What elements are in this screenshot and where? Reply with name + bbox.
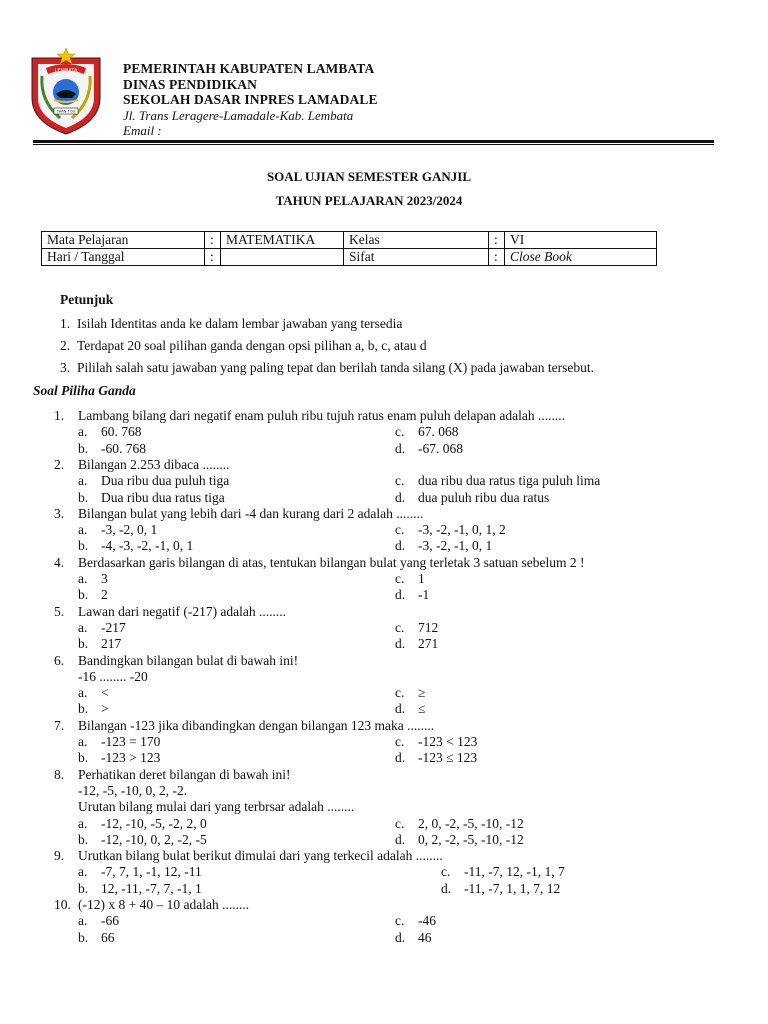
option-d: d. -1 [395, 587, 430, 603]
class-value: VI [505, 232, 657, 249]
question-stem: 9. Urutkan bilang bulat berikut dimulai dari yang terkecil adalah ........ [54, 848, 443, 864]
list-item: 2. Terdapat 20 soal pilihan ganda dengan opsi pilihan a, b, c, atau d [60, 338, 427, 353]
question-stem: 4. Berdasarkan garis bilangan di atas, tentukan bilangan bulat yang terletak 3 satuan sebelum 2 ! [54, 554, 585, 570]
section-heading: Soal Piliha Ganda [33, 383, 136, 398]
exam-title: SOAL UJIAN SEMESTER GANJIL [266, 169, 472, 184]
identity-table [41, 231, 657, 266]
option-d: d. -3, -2, -1, 0, 1 [395, 538, 493, 554]
option-a: a. -123 = 170 [78, 734, 161, 749]
table-colon: : [205, 232, 221, 249]
option-d: d. -123 ≤ 123 [395, 750, 478, 766]
academic-year: TAHUN PELAJARAN 2023/2024 [275, 193, 463, 208]
letterhead [123, 61, 378, 139]
option-c: c. -11, -7, 12, -1, 1, 7 [441, 864, 565, 880]
nature-label: Sifat [344, 249, 489, 266]
question-extra-line: Urutan bilang mulai dari yang terbrsar adalah ........ [78, 799, 355, 815]
crest-banner-text: LEMBATA [54, 68, 78, 74]
option-b: b. Dua ribu dua ratus tiga [78, 489, 225, 505]
option-d: d. -67. 068 [395, 440, 463, 456]
list-item: 1. Isilah Identitas anda ke dalam lembar jawaban yang tersedia [60, 316, 403, 331]
option-a: a. 60. 768 [78, 424, 142, 440]
table-colon: : [489, 232, 505, 249]
question-stem: 8. Perhatikan deret bilangan di bawah ini! [54, 766, 291, 782]
option-a: a. -217 [78, 619, 126, 635]
subject-value: MATEMATIKA [221, 232, 344, 249]
government-name: PEMERINTAH KABUPATEN LAMBATA [123, 61, 375, 76]
table-row [42, 232, 657, 249]
option-a: a. -12, -10, -5, -2, 2, 0 [78, 815, 207, 831]
instructions-heading: Petunjuk [60, 292, 114, 307]
option-c: c. 712 [395, 619, 439, 635]
option-b: b. 217 [78, 636, 122, 652]
school-address: Jl. Trans Leragere-Lamadale-Kab. Lembata [123, 107, 354, 123]
department-name: DINAS PENDIDIKAN [123, 76, 257, 92]
option-d: d. ≤ [395, 701, 426, 717]
option-a: a. Dua ribu dua puluh tiga [78, 473, 230, 489]
question-stem: 6. Bandingkan bilangan bulat di bawah ini! [54, 652, 299, 668]
option-d: d. 0, 2, -2, -5, -10, -12 [395, 831, 524, 847]
regency-crest-logo [26, 46, 106, 136]
option-c: c. -3, -2, -1, 0, 1, 2 [395, 522, 506, 538]
option-b: b. -60. 768 [78, 440, 146, 456]
option-d: d. 271 [395, 636, 439, 652]
nature-value: Close Book [505, 249, 657, 266]
question-stem: 1. Lambang bilang dari negatif enam puluh ribu tujuh ratus enam puluh delapan adalah ........ [54, 408, 565, 423]
date-label: Hari / Tanggal [42, 249, 205, 266]
question-stem: 7. Bilangan -123 jika dibandingkan dengan bilangan 123 maka ........ [54, 717, 435, 733]
option-c: c. ≥ [395, 685, 426, 701]
option-b: b. 2 [78, 587, 108, 603]
question-stem: 10. (-12) x 8 + 40 – 10 adalah ........ [54, 897, 250, 912]
list-item: 3. Pililah salah satu jawaban yang paling tepat dan berilah tanda silang (X) pada jawaban tersebut. [60, 360, 594, 375]
option-b: b. -123 > 123 [78, 750, 161, 766]
option-d: d. dua puluh ribu dua ratus [395, 489, 550, 505]
option-c: c. 2, 0, -2, -5, -10, -12 [395, 815, 524, 831]
option-c: c. -123 < 123 [395, 734, 478, 749]
table-colon: : [205, 249, 221, 266]
school-email: Email : [123, 123, 162, 138]
question-stem: 2. Bilangan 2.253 dibaca ........ [54, 456, 230, 472]
subject-label: Mata Pelajaran [42, 232, 205, 249]
option-a: a. -3, -2, 0, 1 [78, 522, 158, 538]
question-extra-line: -12, -5, -10, 0, 2, -2. [78, 782, 188, 798]
option-a: a. -66 [78, 913, 119, 929]
option-b: b. -12, -10, 0, 2, -2, -5 [78, 831, 207, 847]
question-extra-line: -16 ........ -20 [78, 668, 148, 684]
option-b: b. -4, -3, -2, -1, 0, 1 [78, 538, 194, 554]
class-label: Kelas [344, 232, 489, 249]
header-divider-thin [33, 144, 714, 145]
school-name: SEKOLAH DASAR INPRES LAMADALE [123, 92, 378, 107]
option-a: a. 3 [78, 571, 108, 586]
question-stem: 3. Bilangan bulat yang lebih dari -4 dan kurang dari 2 adalah ........ [54, 505, 424, 521]
option-d: d. -11, -7, 1, 1, 7, 12 [441, 880, 561, 896]
option-c: c. -46 [395, 913, 436, 929]
option-c: c. 1 [395, 571, 425, 586]
header-divider-thick [33, 140, 714, 143]
date-value [221, 249, 344, 266]
question-stem: 5. Lawan dari negatif (-217) adalah ........ [54, 603, 287, 619]
table-row [42, 249, 657, 266]
option-c: c. dua ribu dua ratus tiga puluh lima [395, 473, 601, 489]
option-a: a. -7, 7, 1, -1, 12, -11 [78, 864, 202, 880]
table-colon: : [489, 249, 505, 266]
option-d: d. 46 [395, 929, 432, 945]
option-b: b. > [78, 701, 109, 717]
option-b: b. 12, -11, -7, 7, -1, 1 [78, 880, 202, 896]
option-b: b. 66 [78, 929, 115, 945]
crest-motto-text: TAAN TOU [56, 109, 76, 114]
option-c: c. 67. 068 [395, 424, 459, 440]
option-a: a. < [78, 685, 109, 701]
